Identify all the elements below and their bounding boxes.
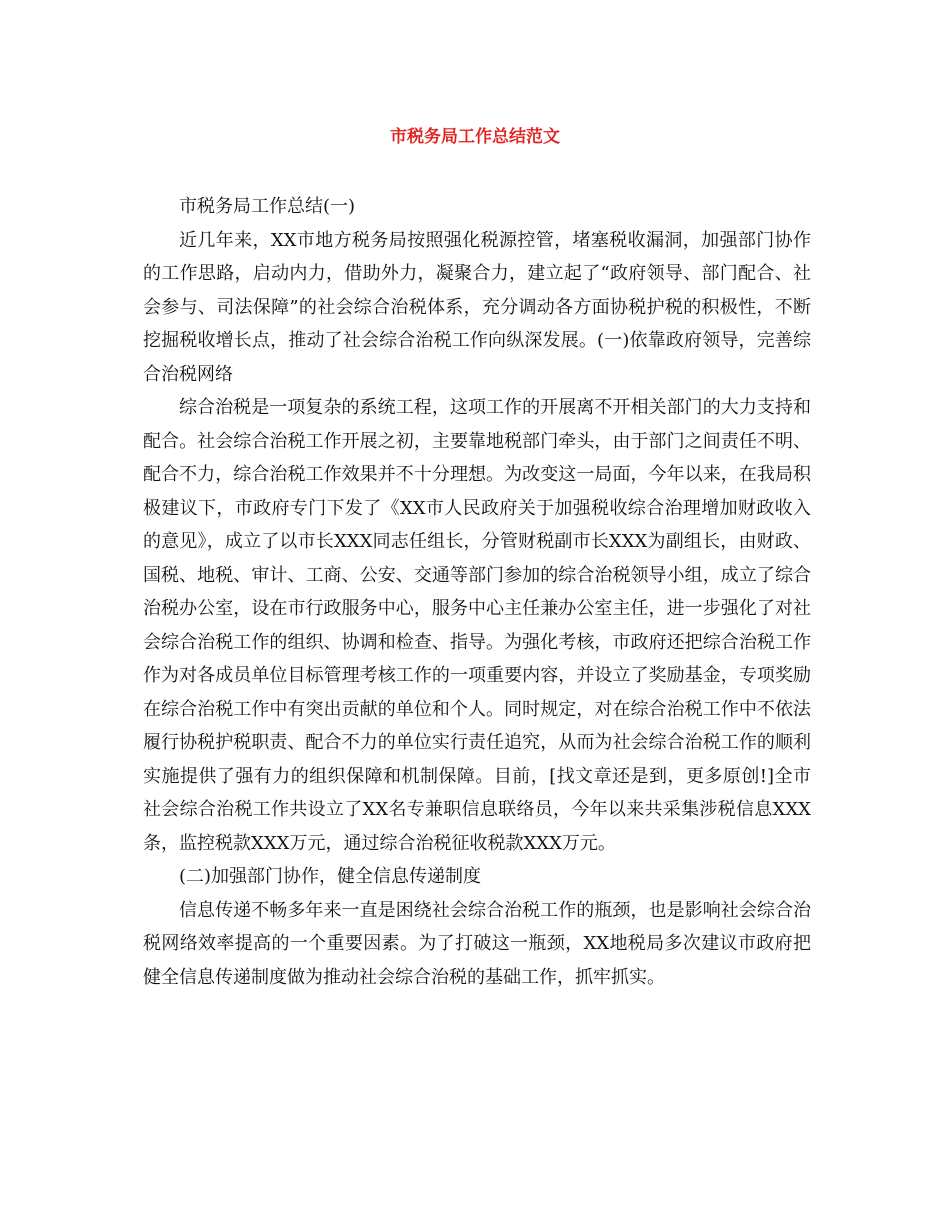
section-heading: 市税务局工作总结(一) [179, 196, 356, 217]
body-paragraph: 信息传递不畅多年来一直是困绕社会综合治税工作的瓶颈，也是影响社会综合治税网络效率提高的一个重要因素。为了打破这一瓶颈，XX地税局多次建议市政府把健全信息传递制度做为推动社会综合治税的基础工作，抓牢抓实。 [143, 899, 811, 988]
body-paragraph: 近几年来，XX市地方税务局按照强化税源控管，堵塞税收漏洞，加强部门协作的工作思路，启动内力，借助外力，凝聚合力，建立起了“政府领导、部门配合、社会参与、司法保障”的社会综合治税体系，充分调动各方面协税护税的积极性，不断挖掘税收增长点，推动了社会综合治税工作向纵深发展。(一)依靠政府领导，完善综合治税网络 [143, 229, 811, 385]
body-paragraph: 综合治税是一项复杂的系统工程，这项工作的开展离不开相关部门的大力支持和配合。社会综合治税工作开展之初，主要靠地税部门牵头，由于部门之间责任不明、配合不力，综合治税工作效果并不十分理想。为改变这一局面，今年以来，在我局积极建议下，市政府专门下发了《XX市人民政府关于加强税收综合治理增加财政收入的意见》，成立了以市长XXX同志任组长，分管财税副市长XXX为副组长，由财政、国税、地税、审计、工商、公安、交通等部门参加的综合治税领导小组，成立了综合治税办公室，设在市行政服务中心，服务中心主任兼办公室主任，进一步强化了对社会综合治税工作的组织、协调和检查、指导。为强化考核，市政府还把综合治税工作作为对各成员单位目标管理考核工作的一项重要内容，并设立了奖励基金，专项奖励在综合治税工作中有突出贡献的单位和个人。同时规定，对在综合治税工作中不依法履行协税护税职责、配合不力的单位实行责任追究，从而为社会综合治税工作的顺利实施提供了强有力的组织保障和机制保障。目前，[找文章还是到，更多原创!]全市社会综合治税工作共设立了XX名专兼职信息联络员，今年以来共采集涉税信息XXX条，监控税款XXX万元，通过综合治税征收税款XXX万元。 [143, 397, 811, 854]
document-title: 市税务局工作总结范文 [390, 127, 560, 147]
document-body [143, 190, 811, 994]
section-heading: (二)加强部门协作，健全信息传递制度 [179, 866, 482, 887]
